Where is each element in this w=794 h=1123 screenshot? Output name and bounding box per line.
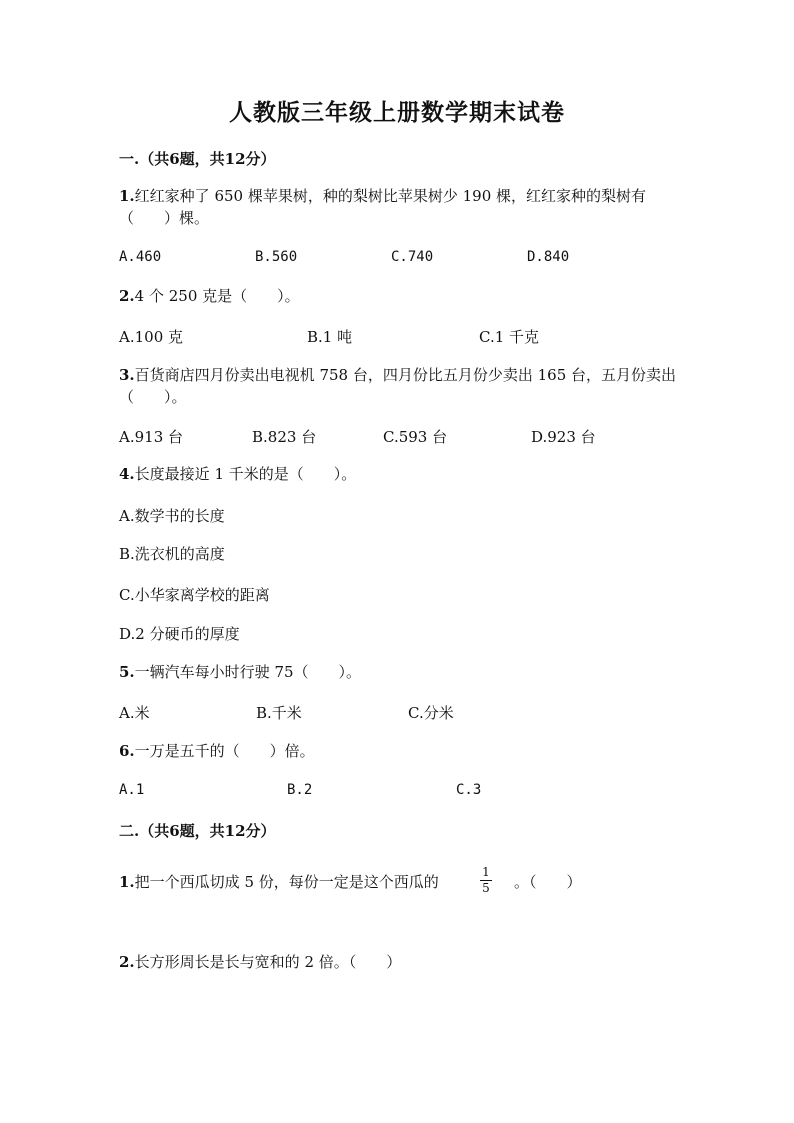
question-number: 5. [119, 663, 135, 681]
option-c[interactable]: C.3 [456, 782, 482, 798]
fraction-denominator: 5 [482, 881, 490, 895]
fraction-numerator: 1 [482, 865, 490, 879]
question-number: 6. [119, 742, 135, 760]
section-2-heading: 二.（共6题，共12分） [119, 822, 276, 840]
question-number: 2. [119, 953, 135, 971]
option-c[interactable]: C.小华家离学校的距离 [119, 586, 270, 604]
question-text: 红红家种了 650 棵苹果树，种的梨树比苹果树少 190 棵，红红家种的梨树有（ ）棵。 [119, 187, 647, 227]
option-c[interactable]: C.740 [391, 249, 434, 265]
option-b[interactable]: B.1 吨 [307, 328, 353, 346]
option-d[interactable]: D.923 台 [531, 428, 596, 446]
question-number: 3. [119, 366, 135, 384]
question-number: 4. [119, 465, 135, 483]
question-text: 把一个西瓜切成 5 份，每份一定是这个西瓜的 [134, 873, 439, 891]
option-d[interactable]: D.2 分硬币的厚度 [119, 625, 240, 643]
option-b[interactable]: B.2 [287, 782, 313, 798]
question-1-4 [119, 463, 356, 485]
option-a[interactable]: A.100 克 [119, 328, 183, 346]
option-c[interactable]: C.593 台 [383, 428, 448, 446]
question-number: 1. [119, 873, 135, 891]
question-2-1 [119, 871, 439, 893]
question-1-5 [119, 661, 361, 683]
option-c[interactable]: C.分米 [408, 704, 454, 722]
question-number: 2. [119, 287, 135, 305]
option-d[interactable]: D.840 [527, 249, 570, 265]
question-text: 长度最接近 1 千米的是（ ）。 [134, 465, 357, 483]
question-text: 4 个 250 克是（ ）。 [134, 287, 300, 305]
question-text: 长方形周长是长与宽和的 2 倍。（ ） [134, 953, 402, 971]
question-2-2 [119, 951, 401, 973]
question-text: 一辆汽车每小时行驶 75（ ）。 [134, 663, 362, 681]
question-1-1 [119, 185, 679, 229]
page-title: 人教版三年级上册数学期末试卷 [229, 99, 565, 126]
option-a[interactable]: A.1 [119, 782, 145, 798]
fraction [480, 866, 492, 895]
option-c[interactable]: C.1 千克 [479, 328, 540, 346]
option-b[interactable]: B.560 [255, 249, 298, 265]
question-1-6 [119, 740, 315, 762]
question-number: 1. [119, 187, 135, 205]
option-a[interactable]: A.数学书的长度 [119, 507, 225, 525]
option-b[interactable]: B.千米 [256, 704, 302, 722]
section-1-heading: 一.（共6题，共12分） [119, 150, 276, 168]
question-1-3 [119, 364, 679, 408]
question-text: 一万是五千的（ ）倍。 [134, 742, 315, 760]
option-a[interactable]: A.米 [119, 704, 150, 722]
question-text: 百货商店四月份卖出电视机 758 台，四月份比五月份少卖出 165 台，五月份卖出（ ）。 [119, 366, 677, 406]
option-b[interactable]: B.823 台 [252, 428, 317, 446]
question-1-2 [119, 285, 300, 307]
question-2-1-suffix: 。（ ） [514, 873, 582, 891]
option-a[interactable]: A.460 [119, 249, 162, 265]
option-a[interactable]: A.913 台 [119, 428, 183, 446]
option-b[interactable]: B.洗衣机的高度 [119, 545, 225, 563]
